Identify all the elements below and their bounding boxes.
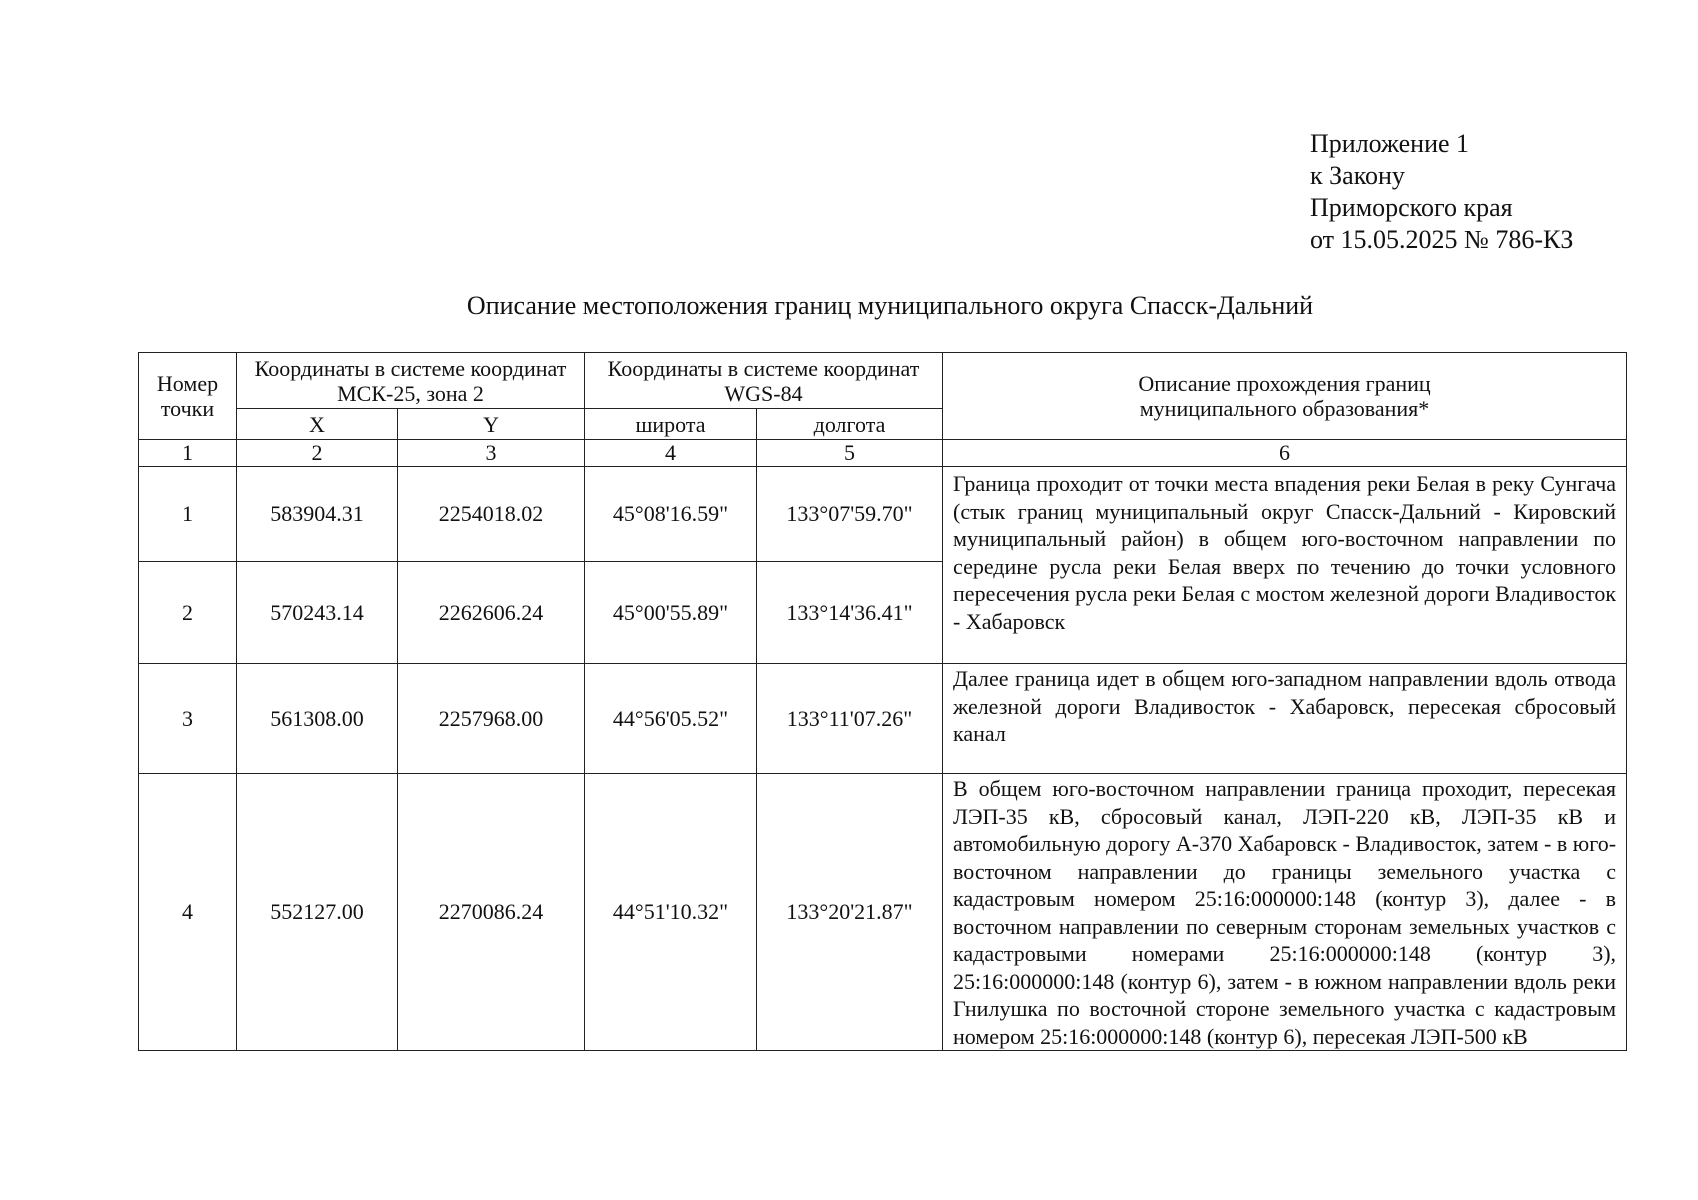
boundary-description: В общем юго-восточном направлении граница проходит, пересекая ЛЭП-35 кВ, сбросовый канал, ЛЭП-220 кВ, ЛЭП-35 кВ и автомобильную дорогу А-370 Хабаровск - Владивосток, затем - в юго-восточном направлении до границы земельного участка с кадастровым номером 25:16:000000:148 (контур 3), далее - в восточном направлении по северным сторонам земельных участков с кадастровыми номерами 25:16:000000:148 (контур 3), 25:16:000000:148 (контур 6), затем - в южном направлении вдоль реки Гнилушка по восточной стороне земельного участка с кадастровым номером 25:16:000000:148 (контур 6), пересекая ЛЭП-500 кВ — [943, 774, 1627, 1051]
table-row — [139, 467, 1627, 562]
longitude: 133°07'59.70" — [757, 467, 943, 562]
point-number: 2 — [139, 562, 237, 664]
header-description: Описание прохождения границ муниципального образования* — [943, 353, 1627, 440]
latitude: 45°00'55.89" — [585, 562, 757, 664]
appendix-line-1: Приложение 1 — [1310, 129, 1470, 158]
header-row-1 — [139, 353, 1627, 409]
point-number: 4 — [139, 774, 237, 1051]
latitude: 44°56'05.52" — [585, 664, 757, 774]
column-index: 4 — [585, 440, 757, 467]
column-index: 2 — [237, 440, 398, 467]
longitude: 133°11'07.26" — [757, 664, 943, 774]
coord-y: 2254018.02 — [398, 467, 585, 562]
header-wgs-lat: широта — [585, 409, 757, 440]
boundary-points-table — [138, 352, 1627, 1051]
column-index-row — [139, 440, 1627, 467]
column-index: 5 — [757, 440, 943, 467]
column-index: 1 — [139, 440, 237, 467]
header-msk-group: Координаты в системе координат МСК-25, зона 2 — [237, 353, 585, 409]
boundary-description: Граница проходит от точки места впадения реки Белая в реку Сунгача (стык границ муниципальный округ Спасск-Дальний - Кировский муниципальный район) в общем юго-восточном направлении по середине русла реки Белая вверх по течению до точки условного пересечения русла реки Белая с мостом железной дороги Владивосток - Хабаровск — [943, 467, 1627, 664]
document-title: Описание местоположения границ муниципального округа Спасск-Дальний — [466, 291, 1314, 320]
coord-x: 552127.00 — [237, 774, 398, 1051]
point-number: 1 — [139, 467, 237, 562]
header-msk-y: Y — [398, 409, 585, 440]
longitude: 133°14'36.41" — [757, 562, 943, 664]
table-row — [139, 774, 1627, 1051]
column-index: 3 — [398, 440, 585, 467]
point-number: 3 — [139, 664, 237, 774]
boundary-table-container — [138, 352, 1627, 1051]
coord-y: 2257968.00 — [398, 664, 585, 774]
appendix-line-2: к Закону — [1310, 161, 1405, 190]
latitude: 45°08'16.59" — [585, 467, 757, 562]
appendix-note — [1310, 128, 1573, 256]
longitude: 133°20'21.87" — [757, 774, 943, 1051]
column-index: 6 — [943, 440, 1627, 467]
coord-x: 583904.31 — [237, 467, 398, 562]
header-msk-x: X — [237, 409, 398, 440]
header-wgs-lon: долгота — [757, 409, 943, 440]
header-point-number: Номер точки — [139, 353, 237, 440]
appendix-line-4: от 15.05.2025 № 786-КЗ — [1310, 225, 1574, 254]
latitude: 44°51'10.32" — [585, 774, 757, 1051]
appendix-line-3: Приморского края — [1310, 193, 1513, 222]
boundary-description: Далее граница идет в общем юго-западном направлении вдоль отвода железной дороги Владивосток - Хабаровск, пересекая сбросовый канал — [943, 664, 1627, 774]
coord-x: 570243.14 — [237, 562, 398, 664]
header-wgs-group: Координаты в системе координат WGS-84 — [585, 353, 943, 409]
coord-y: 2270086.24 — [398, 774, 585, 1051]
table-row — [139, 664, 1627, 774]
coord-y: 2262606.24 — [398, 562, 585, 664]
coord-x: 561308.00 — [237, 664, 398, 774]
